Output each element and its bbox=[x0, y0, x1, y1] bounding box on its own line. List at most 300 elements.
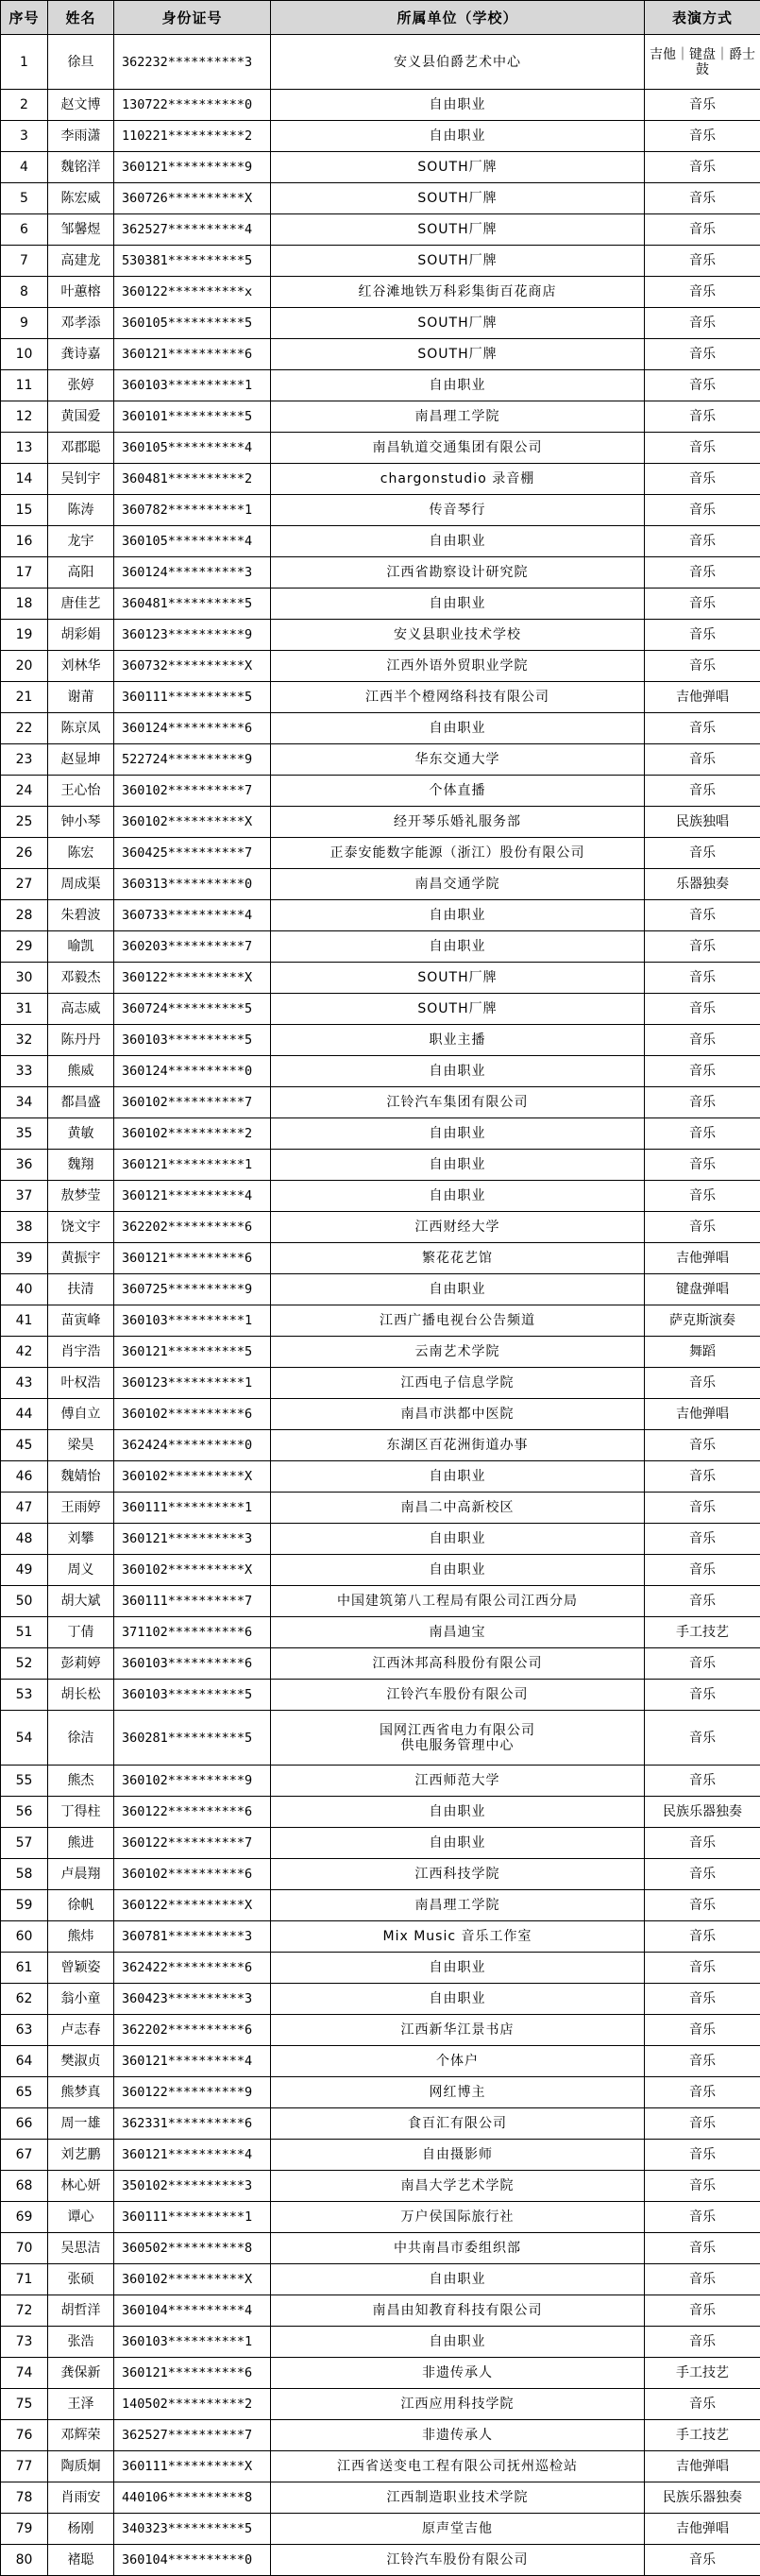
cell-id-number: 362202**********6 bbox=[114, 2015, 271, 2046]
cell-unit: 南昌理工学院 bbox=[271, 1890, 645, 1921]
cell-performance-form: 音乐 bbox=[645, 308, 760, 339]
cell-unit: 红谷滩地铁万科彩集街百花商店 bbox=[271, 277, 645, 308]
cell-id-number: 360104**********0 bbox=[114, 2545, 271, 2576]
cell-performance-form: 音乐 bbox=[645, 152, 760, 183]
cell-seq: 1 bbox=[1, 35, 48, 90]
cell-performance-form: 音乐 bbox=[645, 1859, 760, 1890]
table-row bbox=[1, 1921, 760, 1953]
cell-seq: 44 bbox=[1, 1399, 48, 1430]
table-row bbox=[1, 620, 760, 651]
cell-performance-form: 音乐 bbox=[645, 1921, 760, 1953]
cell-seq: 13 bbox=[1, 433, 48, 464]
table-row bbox=[1, 557, 760, 589]
table-row bbox=[1, 1181, 760, 1212]
cell-seq: 56 bbox=[1, 1797, 48, 1828]
cell-performance-form: 音乐 bbox=[645, 838, 760, 869]
cell-performance-form: 键盘弹唱 bbox=[645, 1274, 760, 1305]
cell-performance-form: 音乐 bbox=[645, 1212, 760, 1243]
cell-name: 龙宇 bbox=[48, 526, 114, 557]
cell-name: 周义 bbox=[48, 1555, 114, 1586]
cell-seq: 58 bbox=[1, 1859, 48, 1890]
cell-performance-form: 音乐 bbox=[645, 2327, 760, 2358]
cell-name: 朱碧波 bbox=[48, 900, 114, 931]
cell-seq: 76 bbox=[1, 2420, 48, 2451]
cell-unit: 江西沐邦高科股份有限公司 bbox=[271, 1648, 645, 1680]
cell-unit: 江西制造职业技术学院 bbox=[271, 2482, 645, 2514]
cell-id-number: 360122**********7 bbox=[114, 1828, 271, 1859]
table-row bbox=[1, 1430, 760, 1461]
cell-performance-form: 音乐 bbox=[645, 1118, 760, 1150]
table-row bbox=[1, 339, 760, 370]
cell-name: 张硕 bbox=[48, 2264, 114, 2295]
cell-id-number: 360102**********6 bbox=[114, 1399, 271, 1430]
cell-performance-form: 音乐 bbox=[645, 589, 760, 620]
cell-performance-form: 音乐 bbox=[645, 464, 760, 495]
cell-id-number: 360103**********1 bbox=[114, 370, 271, 401]
cell-performance-form: 音乐 bbox=[645, 2015, 760, 2046]
cell-performance-form: 民族乐器独奏 bbox=[645, 2482, 760, 2514]
table-row bbox=[1, 2171, 760, 2202]
cell-unit: 自由职业 bbox=[271, 1984, 645, 2015]
cell-name: 龚保新 bbox=[48, 2358, 114, 2389]
cell-name: 陶质炯 bbox=[48, 2451, 114, 2482]
cell-seq: 60 bbox=[1, 1921, 48, 1953]
cell-id-number: 360121**********4 bbox=[114, 2140, 271, 2171]
cell-seq: 45 bbox=[1, 1430, 48, 1461]
cell-unit: 江西省勘察设计研究院 bbox=[271, 557, 645, 589]
cell-id-number: 360121**********5 bbox=[114, 1337, 271, 1368]
cell-seq: 51 bbox=[1, 1617, 48, 1648]
table-row bbox=[1, 1461, 760, 1493]
cell-id-number: 360122**********x bbox=[114, 277, 271, 308]
cell-performance-form: 音乐 bbox=[645, 1181, 760, 1212]
cell-name: 傅自立 bbox=[48, 1399, 114, 1430]
cell-seq: 72 bbox=[1, 2295, 48, 2327]
cell-id-number: 360121**********9 bbox=[114, 152, 271, 183]
table-row bbox=[1, 963, 760, 994]
cell-id-number: 360111**********X bbox=[114, 2451, 271, 2482]
cell-id-number: 360102**********6 bbox=[114, 1859, 271, 1890]
cell-seq: 20 bbox=[1, 651, 48, 682]
cell-name: 徐洁 bbox=[48, 1711, 114, 1766]
table-row bbox=[1, 1056, 760, 1087]
cell-unit: 南昌交通学院 bbox=[271, 869, 645, 900]
cell-name: 叶权浩 bbox=[48, 1368, 114, 1399]
cell-performance-form: 音乐 bbox=[645, 1430, 760, 1461]
cell-unit: 自由职业 bbox=[271, 1274, 645, 1305]
table-row bbox=[1, 1859, 760, 1890]
table-row bbox=[1, 2140, 760, 2171]
cell-name: 苗寅峰 bbox=[48, 1305, 114, 1337]
cell-performance-form: 吉他弹唱 bbox=[645, 2451, 760, 2482]
cell-name: 周成渠 bbox=[48, 869, 114, 900]
cell-name: 陈宏威 bbox=[48, 183, 114, 214]
cell-seq: 24 bbox=[1, 776, 48, 807]
cell-name: 张浩 bbox=[48, 2327, 114, 2358]
cell-seq: 3 bbox=[1, 121, 48, 152]
cell-unit: SOUTH厂牌 bbox=[271, 214, 645, 246]
cell-performance-form: 音乐 bbox=[645, 651, 760, 682]
cell-seq: 36 bbox=[1, 1150, 48, 1181]
cell-name: 高建龙 bbox=[48, 246, 114, 277]
cell-performance-form: 音乐 bbox=[645, 495, 760, 526]
table-row bbox=[1, 2108, 760, 2140]
cell-unit: SOUTH厂牌 bbox=[271, 308, 645, 339]
cell-id-number: 360732**********X bbox=[114, 651, 271, 682]
cell-id-number: 360105**********5 bbox=[114, 308, 271, 339]
table-row bbox=[1, 1305, 760, 1337]
cell-unit: 繁花花艺馆 bbox=[271, 1243, 645, 1274]
cell-name: 邹馨煜 bbox=[48, 214, 114, 246]
table-row bbox=[1, 2202, 760, 2233]
cell-performance-form: 音乐 bbox=[645, 620, 760, 651]
cell-unit: 自由职业 bbox=[271, 2327, 645, 2358]
cell-performance-form: 音乐 bbox=[645, 2264, 760, 2295]
cell-seq: 70 bbox=[1, 2233, 48, 2264]
cell-id-number: 362202**********6 bbox=[114, 1212, 271, 1243]
cell-performance-form: 音乐 bbox=[645, 1493, 760, 1524]
cell-unit: 南昌大学艺术学院 bbox=[271, 2171, 645, 2202]
table-row bbox=[1, 1555, 760, 1586]
cell-seq: 22 bbox=[1, 713, 48, 744]
cell-name: 龚诗嘉 bbox=[48, 339, 114, 370]
table-row bbox=[1, 2327, 760, 2358]
cell-name: 魏婧怡 bbox=[48, 1461, 114, 1493]
cell-id-number: 360103**********5 bbox=[114, 1680, 271, 1711]
cell-name: 钟小琴 bbox=[48, 807, 114, 838]
cell-name: 熊炜 bbox=[48, 1921, 114, 1953]
cell-performance-form: 吉他弹唱 bbox=[645, 2514, 760, 2545]
cell-unit: 自由职业 bbox=[271, 121, 645, 152]
cell-id-number: 140502**********2 bbox=[114, 2389, 271, 2420]
cell-seq: 11 bbox=[1, 370, 48, 401]
cell-seq: 73 bbox=[1, 2327, 48, 2358]
cell-seq: 48 bbox=[1, 1524, 48, 1555]
cell-name: 赵文博 bbox=[48, 90, 114, 121]
cell-name: 刘林华 bbox=[48, 651, 114, 682]
cell-seq: 5 bbox=[1, 183, 48, 214]
cell-id-number: 360121**********4 bbox=[114, 1181, 271, 1212]
cell-id-number: 360122**********X bbox=[114, 963, 271, 994]
cell-name: 肖雨安 bbox=[48, 2482, 114, 2514]
table-row bbox=[1, 1797, 760, 1828]
cell-seq: 29 bbox=[1, 931, 48, 963]
cell-id-number: 360725**********9 bbox=[114, 1274, 271, 1305]
cell-id-number: 360102**********7 bbox=[114, 776, 271, 807]
table-row bbox=[1, 2077, 760, 2108]
cell-performance-form: 吉他弹唱 bbox=[645, 1243, 760, 1274]
cell-id-number: 360111**********1 bbox=[114, 1493, 271, 1524]
table-row bbox=[1, 183, 760, 214]
table-row bbox=[1, 807, 760, 838]
cell-name: 王心怡 bbox=[48, 776, 114, 807]
cell-id-number: 350102**********3 bbox=[114, 2171, 271, 2202]
cell-name: 高阳 bbox=[48, 557, 114, 589]
cell-performance-form: 手工技艺 bbox=[645, 2358, 760, 2389]
cell-performance-form: 音乐 bbox=[645, 401, 760, 433]
cell-name: 陈丹丹 bbox=[48, 1025, 114, 1056]
cell-unit: 自由职业 bbox=[271, 1150, 645, 1181]
cell-unit: Mix Music 音乐工作室 bbox=[271, 1921, 645, 1953]
cell-performance-form: 萨克斯演奏 bbox=[645, 1305, 760, 1337]
table-row bbox=[1, 35, 760, 90]
header-name: 姓名 bbox=[48, 1, 114, 35]
cell-seq: 52 bbox=[1, 1648, 48, 1680]
cell-performance-form: 音乐 bbox=[645, 994, 760, 1025]
cell-performance-form: 舞蹈 bbox=[645, 1337, 760, 1368]
cell-seq: 39 bbox=[1, 1243, 48, 1274]
cell-id-number: 362527**********4 bbox=[114, 214, 271, 246]
cell-performance-form: 音乐 bbox=[645, 744, 760, 776]
cell-unit: 自由职业 bbox=[271, 589, 645, 620]
cell-seq: 59 bbox=[1, 1890, 48, 1921]
table-row bbox=[1, 90, 760, 121]
cell-name: 卢志春 bbox=[48, 2015, 114, 2046]
cell-unit: 自由职业 bbox=[271, 526, 645, 557]
cell-seq: 17 bbox=[1, 557, 48, 589]
cell-unit: SOUTH厂牌 bbox=[271, 183, 645, 214]
cell-name: 胡大斌 bbox=[48, 1586, 114, 1617]
cell-performance-form: 音乐 bbox=[645, 1555, 760, 1586]
table-row bbox=[1, 2389, 760, 2420]
cell-id-number: 360122**********6 bbox=[114, 1797, 271, 1828]
cell-name: 胡长松 bbox=[48, 1680, 114, 1711]
table-row bbox=[1, 1118, 760, 1150]
cell-unit: 江铃汽车股份有限公司 bbox=[271, 1680, 645, 1711]
cell-seq: 38 bbox=[1, 1212, 48, 1243]
table-row bbox=[1, 2451, 760, 2482]
cell-performance-form: 音乐 bbox=[645, 2389, 760, 2420]
cell-unit: 自由职业 bbox=[271, 1797, 645, 1828]
cell-name: 谢莆 bbox=[48, 682, 114, 713]
cell-name: 熊杰 bbox=[48, 1766, 114, 1797]
cell-seq: 54 bbox=[1, 1711, 48, 1766]
table-row bbox=[1, 2264, 760, 2295]
cell-seq: 50 bbox=[1, 1586, 48, 1617]
cell-id-number: 360726**********X bbox=[114, 183, 271, 214]
cell-id-number: 530381**********5 bbox=[114, 246, 271, 277]
cell-unit: SOUTH厂牌 bbox=[271, 994, 645, 1025]
cell-unit: 自由职业 bbox=[271, 713, 645, 744]
table-row bbox=[1, 152, 760, 183]
cell-name: 李雨潇 bbox=[48, 121, 114, 152]
cell-id-number: 522724**********9 bbox=[114, 744, 271, 776]
cell-performance-form: 音乐 bbox=[645, 1368, 760, 1399]
cell-seq: 49 bbox=[1, 1555, 48, 1586]
cell-performance-form: 音乐 bbox=[645, 963, 760, 994]
cell-performance-form: 手工技艺 bbox=[645, 1617, 760, 1648]
cell-seq: 74 bbox=[1, 2358, 48, 2389]
cell-seq: 64 bbox=[1, 2046, 48, 2077]
table-row bbox=[1, 744, 760, 776]
cell-id-number: 360105**********4 bbox=[114, 526, 271, 557]
cell-unit: 南昌市洪都中医院 bbox=[271, 1399, 645, 1430]
table-row bbox=[1, 931, 760, 963]
cell-performance-form: 吉他弹唱 bbox=[645, 682, 760, 713]
cell-unit: 江西应用科技学院 bbox=[271, 2389, 645, 2420]
cell-performance-form: 音乐 bbox=[645, 1984, 760, 2015]
header-performance-form: 表演方式 bbox=[645, 1, 760, 35]
cell-name: 吴钊宇 bbox=[48, 464, 114, 495]
cell-performance-form: 音乐 bbox=[645, 1056, 760, 1087]
cell-name: 丁得柱 bbox=[48, 1797, 114, 1828]
cell-performance-form: 吉他｜键盘｜爵士鼓 bbox=[645, 35, 760, 90]
table-row bbox=[1, 682, 760, 713]
cell-seq: 31 bbox=[1, 994, 48, 1025]
cell-id-number: 360313**********0 bbox=[114, 869, 271, 900]
cell-name: 饶文宇 bbox=[48, 1212, 114, 1243]
cell-unit: 食百汇有限公司 bbox=[271, 2108, 645, 2140]
table-row bbox=[1, 1087, 760, 1118]
table-row bbox=[1, 994, 760, 1025]
cell-id-number: 360124**********3 bbox=[114, 557, 271, 589]
cell-id-number: 360102**********X bbox=[114, 1555, 271, 1586]
cell-seq: 6 bbox=[1, 214, 48, 246]
cell-seq: 10 bbox=[1, 339, 48, 370]
table-row bbox=[1, 2358, 760, 2389]
cell-unit: 江西省送变电工程有限公司抚州巡检站 bbox=[271, 2451, 645, 2482]
cell-seq: 14 bbox=[1, 464, 48, 495]
cell-name: 刘攀 bbox=[48, 1524, 114, 1555]
cell-id-number: 362232**********3 bbox=[114, 35, 271, 90]
cell-name: 彭莉婷 bbox=[48, 1648, 114, 1680]
cell-name: 敖梦莹 bbox=[48, 1181, 114, 1212]
cell-name: 熊梦真 bbox=[48, 2077, 114, 2108]
cell-id-number: 360124**********6 bbox=[114, 713, 271, 744]
cell-performance-form: 音乐 bbox=[645, 2108, 760, 2140]
table-row bbox=[1, 1766, 760, 1797]
cell-performance-form: 音乐 bbox=[645, 183, 760, 214]
cell-performance-form: 民族独唱 bbox=[645, 807, 760, 838]
cell-unit: 江西财经大学 bbox=[271, 1212, 645, 1243]
cell-seq: 53 bbox=[1, 1680, 48, 1711]
cell-seq: 61 bbox=[1, 1953, 48, 1984]
header-id-number: 身份证号 bbox=[114, 1, 271, 35]
cell-id-number: 362527**********7 bbox=[114, 2420, 271, 2451]
table-row bbox=[1, 2482, 760, 2514]
table-row bbox=[1, 1680, 760, 1711]
cell-id-number: 360102**********9 bbox=[114, 1766, 271, 1797]
cell-unit: 华东交通大学 bbox=[271, 744, 645, 776]
cell-name: 扶清 bbox=[48, 1274, 114, 1305]
cell-performance-form: 音乐 bbox=[645, 1150, 760, 1181]
cell-unit: 国网江西省电力有限公司 供电服务管理中心 bbox=[271, 1711, 645, 1766]
cell-id-number: 360111**********7 bbox=[114, 1586, 271, 1617]
header-row bbox=[1, 1, 760, 35]
cell-name: 丁倩 bbox=[48, 1617, 114, 1648]
table-row bbox=[1, 2420, 760, 2451]
cell-unit: 自由职业 bbox=[271, 1828, 645, 1859]
cell-id-number: 360724**********5 bbox=[114, 994, 271, 1025]
cell-seq: 78 bbox=[1, 2482, 48, 2514]
cell-performance-form: 音乐 bbox=[645, 1586, 760, 1617]
table-row bbox=[1, 1337, 760, 1368]
cell-seq: 68 bbox=[1, 2171, 48, 2202]
table-row bbox=[1, 589, 760, 620]
cell-id-number: 360782**********1 bbox=[114, 495, 271, 526]
table-row bbox=[1, 1399, 760, 1430]
table-header bbox=[1, 1, 760, 35]
cell-seq: 65 bbox=[1, 2077, 48, 2108]
cell-id-number: 360425**********7 bbox=[114, 838, 271, 869]
table-row bbox=[1, 2514, 760, 2545]
cell-unit: 自由职业 bbox=[271, 931, 645, 963]
cell-unit: 江西新华江景书店 bbox=[271, 2015, 645, 2046]
table-row bbox=[1, 1368, 760, 1399]
cell-seq: 43 bbox=[1, 1368, 48, 1399]
cell-id-number: 360121**********1 bbox=[114, 1150, 271, 1181]
table-row bbox=[1, 464, 760, 495]
cell-performance-form: 音乐 bbox=[645, 2202, 760, 2233]
cell-id-number: 360124**********0 bbox=[114, 1056, 271, 1087]
cell-id-number: 360733**********4 bbox=[114, 900, 271, 931]
cell-name: 喻凯 bbox=[48, 931, 114, 963]
table-row bbox=[1, 1984, 760, 2015]
cell-name: 赵显坤 bbox=[48, 744, 114, 776]
cell-name: 张婷 bbox=[48, 370, 114, 401]
table-row bbox=[1, 1150, 760, 1181]
cell-id-number: 360122**********9 bbox=[114, 2077, 271, 2108]
cell-unit: SOUTH厂牌 bbox=[271, 339, 645, 370]
cell-id-number: 110221**********2 bbox=[114, 121, 271, 152]
cell-seq: 37 bbox=[1, 1181, 48, 1212]
table-row bbox=[1, 1025, 760, 1056]
cell-id-number: 360102**********2 bbox=[114, 1118, 271, 1150]
cell-performance-form: 音乐 bbox=[645, 2140, 760, 2171]
cell-performance-form: 音乐 bbox=[645, 900, 760, 931]
cell-name: 都昌盛 bbox=[48, 1087, 114, 1118]
cell-seq: 80 bbox=[1, 2545, 48, 2576]
cell-performance-form: 手工技艺 bbox=[645, 2420, 760, 2451]
cell-name: 肖宇浩 bbox=[48, 1337, 114, 1368]
cell-id-number: 360111**********5 bbox=[114, 682, 271, 713]
cell-name: 熊进 bbox=[48, 1828, 114, 1859]
cell-id-number: 360121**********6 bbox=[114, 2358, 271, 2389]
cell-id-number: 360123**********1 bbox=[114, 1368, 271, 1399]
cell-id-number: 360101**********5 bbox=[114, 401, 271, 433]
cell-seq: 40 bbox=[1, 1274, 48, 1305]
cell-unit: 南昌由知教育科技有限公司 bbox=[271, 2295, 645, 2327]
cell-performance-form: 音乐 bbox=[645, 1953, 760, 1984]
cell-unit: 江西师范大学 bbox=[271, 1766, 645, 1797]
cell-performance-form: 音乐 bbox=[645, 370, 760, 401]
cell-unit: SOUTH厂牌 bbox=[271, 246, 645, 277]
cell-seq: 26 bbox=[1, 838, 48, 869]
cell-id-number: 360122**********X bbox=[114, 1890, 271, 1921]
table-row bbox=[1, 433, 760, 464]
cell-unit: 职业主播 bbox=[271, 1025, 645, 1056]
cell-unit: 自由职业 bbox=[271, 2264, 645, 2295]
cell-unit: 传音琴行 bbox=[271, 495, 645, 526]
cell-performance-form: 音乐 bbox=[645, 1711, 760, 1766]
cell-unit: chargonstudio 录音棚 bbox=[271, 464, 645, 495]
header-seq: 序号 bbox=[1, 1, 48, 35]
cell-performance-form: 音乐 bbox=[645, 526, 760, 557]
table-row bbox=[1, 1953, 760, 1984]
table-row bbox=[1, 2545, 760, 2576]
cell-unit: 自由职业 bbox=[271, 1181, 645, 1212]
cell-unit: 东湖区百花洲街道办事 bbox=[271, 1430, 645, 1461]
cell-seq: 23 bbox=[1, 744, 48, 776]
cell-name: 林心妍 bbox=[48, 2171, 114, 2202]
cell-seq: 4 bbox=[1, 152, 48, 183]
cell-unit: 正泰安能数字能源（浙江）股份有限公司 bbox=[271, 838, 645, 869]
cell-unit: 非遗传承人 bbox=[271, 2420, 645, 2451]
cell-id-number: 362422**********6 bbox=[114, 1953, 271, 1984]
cell-name: 徐旦 bbox=[48, 35, 114, 90]
cell-performance-form: 音乐 bbox=[645, 1025, 760, 1056]
table-row bbox=[1, 1828, 760, 1859]
